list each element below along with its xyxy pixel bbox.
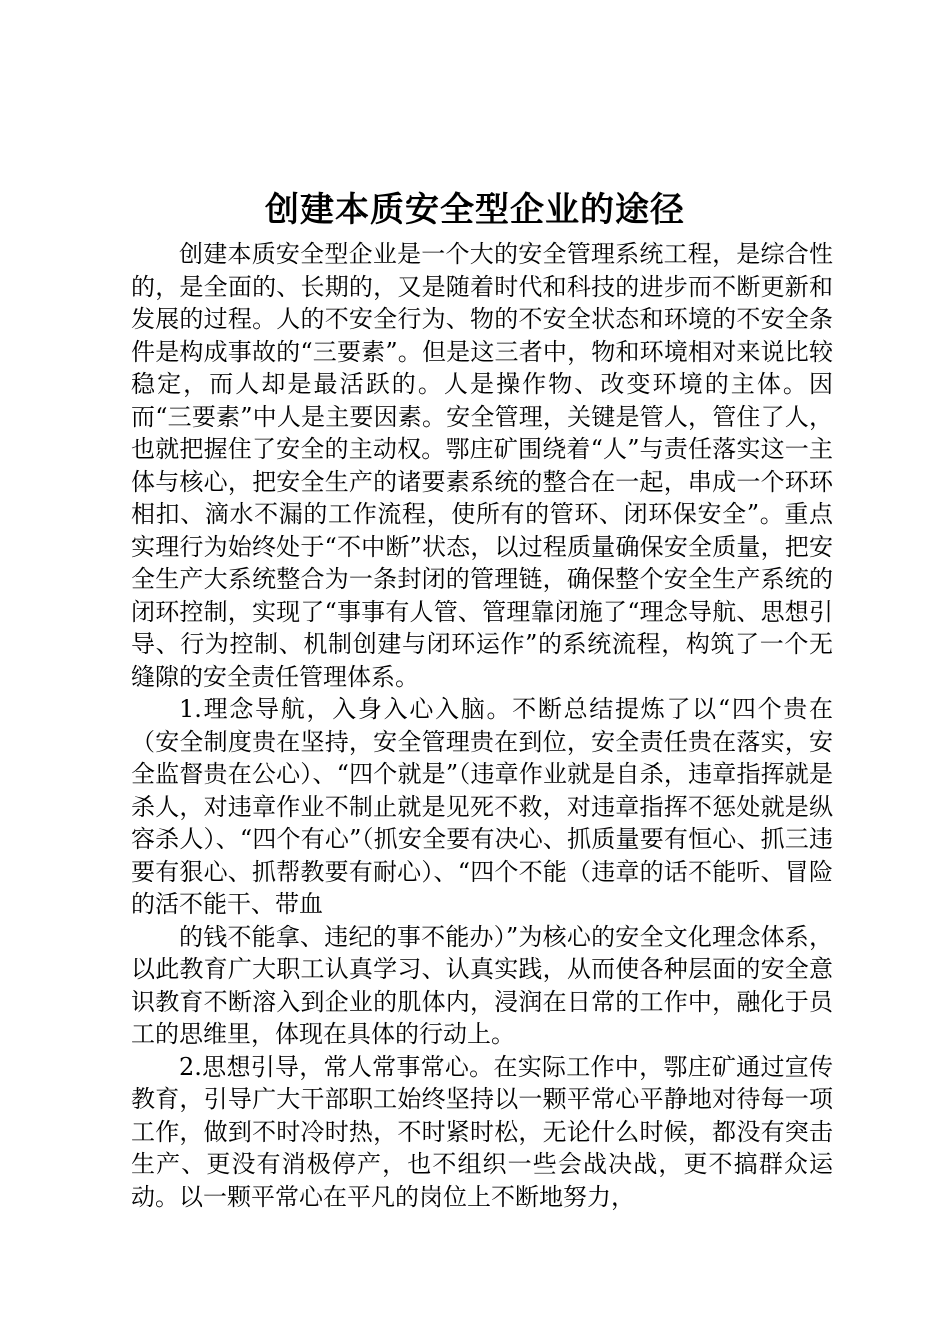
paragraph-thought-guidance: 2.思想引导，常人常事常心。在实际工作中，鄂庄矿通过宣传教育，引导广大干部职工始终坚持以一颗平常心平静地对待每一项工作，做到不时冷时热，不时紧时松，无论什么时候，都没有突击生产、更没有消极停产，也不组织一些会战决战，更不搞群众运动。以一颗平常心在平凡的岗位上不断地努力， xyxy=(131,1052,833,1211)
paragraph-intro: 创建本质安全型企业是一个大的安全管理系统工程，是综合性的，是全面的、长期的，又是随着时代和科技的进步而不断更新和发展的过程。人的不安全行为、物的不安全状态和环境的不安全条件是构成事故的“三要素”。但是这三者中，物和环境相对来说比较稳定，而人却是最活跃的。人是操作物、改变环境的主体。因而“三要素”中人是主要因素。安全管理，关键是管人，管住了人，也就把握住了安全的主动权。鄂庄矿围绕着“人”与责任落实这一主体与核心，把安全生产的诸要素系统的整合在一起，串成一个环环相扣、滴水不漏的工作流程，使所有的管环、闭环保安全”。重点实理行为始终处于“不中断”状态，以过程质量确保安全质量，把安全生产大系统整合为一条封闭的管理链，确保整个安全生产系统的闭环控制，实现了“事事有人管、管理靠闭施了“理念导航、思想引导、行为控制、机制创建与闭环运作”的系统流程，构筑了一个无缝隙的安全责任管理体系。 xyxy=(131,240,833,691)
document-body xyxy=(131,238,833,1213)
document-title: 创建本质安全型企业的途径 xyxy=(265,190,685,230)
paragraph-concept-navigation: 1.理念导航，入身入心入脑。不断总结提炼了以“四个贵在（安全制度贵在坚持，安全管理贵在到位，安全责任贵在落实，安全监督贵在公心）、“四个就是”（违章作业就是自杀，违章指挥就是杀人，对违章作业不制止就是见死不救，对违章指挥不惩处就是纵容杀人）、“四个有心”（抓安全要有决心、抓质量要有恒心、抓三违要有狠心、抓帮教要有耐心）、“四个不能（违章的话不能听、冒险的活不能干、带血 xyxy=(131,695,833,918)
paragraph-concept-navigation-continued: 的钱不能拿、违纪的事不能办）”为核心的安全文化理念体系，以此教育广大职工认真学习、认真实践，从而使各种层面的安全意识教育不断溶入到企业的肌体内，浸润在日常的工作中，融化于员工的思维里，体现在具体的行动上。 xyxy=(131,922,833,1048)
